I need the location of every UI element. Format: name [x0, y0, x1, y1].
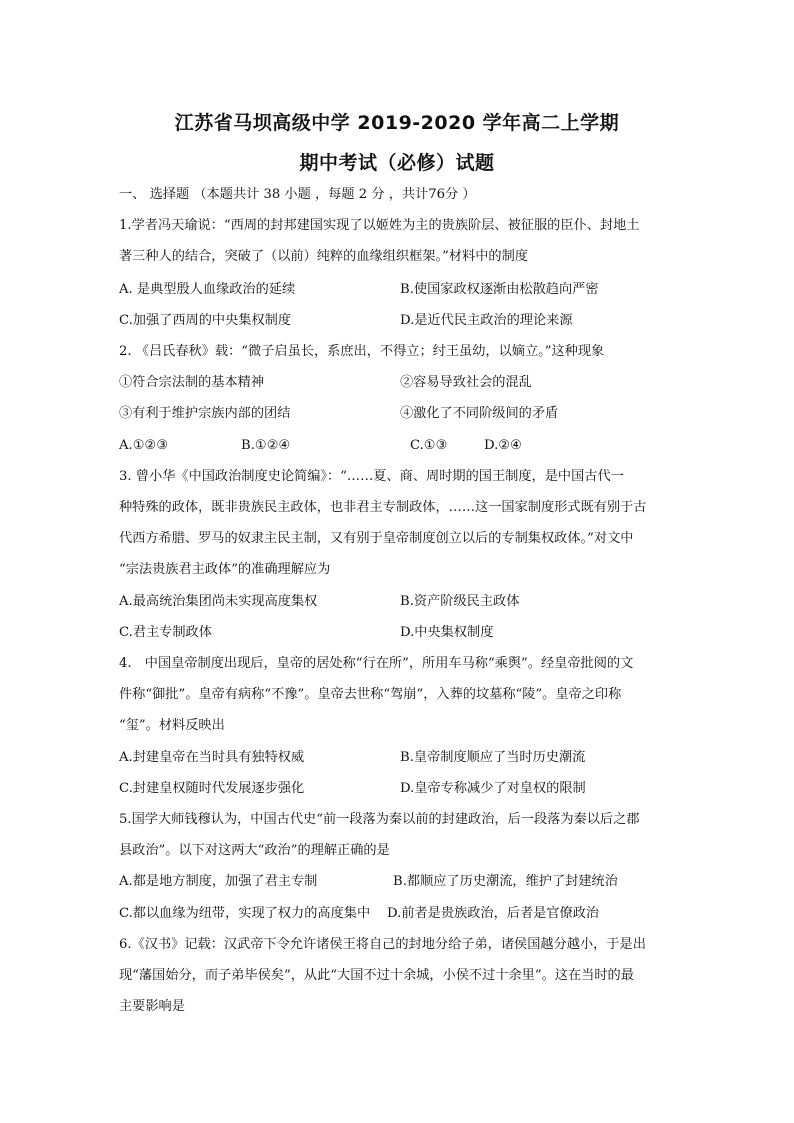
question-1-stem-line-2: 著三种人的结合，突破了（以前）纯粹的血缘组织框架。”材料中的制度 [119, 249, 528, 264]
question-1-stem-line-1: 1.学者冯天瑜说：“西周的封邦建国实现了以姬姓为主的贵族阶层、被征服的臣仆、封地土 [119, 218, 640, 233]
section-heading: 一、 选择题 （本题共计 38 小题 ，每题 2 分 ，共计76分 ） [119, 187, 476, 202]
question-1-option-c[interactable]: C.加强了西周的中央集权制度 [119, 313, 292, 328]
question-2-stem-line-1: 2. 《吕氏春秋》载：“微子启虽长，系庶出，不得立；纣王虽幼，以嫡立。”这种现象 [119, 344, 605, 359]
question-3-stem-line-1: 3. 曾小华《中国政治制度史论简编》：“……夏、商、周时期的国王制度，是中国古代一 [119, 469, 624, 484]
question-4-option-d[interactable]: D.皇帝专称减少了对皇权的限制 [400, 781, 586, 796]
question-4-stem-line-3: “玺”。材料反映出 [119, 718, 225, 733]
question-5-option-d[interactable]: D.前者是贵族政治，后者是官僚政治 [387, 906, 600, 921]
question-4-option-c[interactable]: C.封建皇权随时代发展逐步强化 [119, 781, 305, 796]
question-3-option-d[interactable]: D.中央集权制度 [400, 625, 494, 640]
question-3-option-b[interactable]: B.资产阶级民主政体 [400, 594, 520, 609]
question-2-item-3: ③有利于维护宗族内部的团结 [119, 406, 291, 421]
question-2-item-2: ②容易导致社会的混乱 [400, 375, 532, 390]
question-2-option-c[interactable]: C.①③ [410, 438, 448, 453]
question-2-item-1: ①符合宗法制的基本精神 [119, 375, 265, 390]
exam-subtitle: 期中考试（必修）试题 [299, 152, 495, 174]
question-4-option-b[interactable]: B.皇帝制度顺应了当时历史潮流 [400, 750, 586, 765]
question-4-stem-line-1: 4. 中国皇帝制度出现后，皇帝的居处称“行在所”，所用车马称“乘舆”。经皇帝批阅的文 [119, 656, 634, 671]
question-3-stem-line-3: 代西方希腊、罗马的奴隶主民主制，又有别于皇帝制度创立以后的专制集权政体。”对文中 [119, 531, 634, 546]
question-3-option-a[interactable]: A.最高统治集团尚未实现高度集权 [119, 594, 318, 609]
question-6-stem-line-1: 6.《汉书》记载：汉武帝下令允许诸侯王将自己的封地分给子弟，诸侯国越分越小，于是出 [119, 937, 646, 952]
question-5-option-a[interactable]: A.都是地方制度，加强了君主专制 [119, 874, 318, 889]
question-5-option-b[interactable]: B.都顺应了历史潮流，维护了封建统治 [393, 874, 618, 889]
question-4-stem-line-2: 件称“御批”。皇帝有病称“不豫”。皇帝去世称“驾崩”，入葬的坟墓称“陵”。皇帝之印称 [119, 687, 622, 702]
question-1-option-d[interactable]: D.是近代民主政治的理论来源 [400, 313, 573, 328]
question-2-option-b[interactable]: B.①②④ [241, 438, 291, 453]
question-2-option-d[interactable]: D.②④ [484, 438, 522, 453]
question-3-stem-line-4: “宗法贵族君主政体”的准确理解应为 [119, 562, 331, 577]
question-5-option-c[interactable]: C.都以血缘为纽带，实现了权力的高度集中 [119, 906, 371, 921]
question-5-stem-line-1: 5.国学大师钱穆认为，中国古代史“前一段落为秦以前的封建政治，后一段落为秦以后之郡 [119, 812, 640, 827]
question-2-option-a[interactable]: A.①②③ [119, 438, 169, 453]
question-3-option-c[interactable]: C.君主专制政体 [119, 625, 212, 640]
question-1-option-a[interactable]: A. 是典型殷人血缘政治的延续 [119, 282, 296, 297]
question-4-option-a[interactable]: A.封建皇帝在当时具有独特权威 [119, 750, 305, 765]
question-6-stem-line-3: 主要影响是 [119, 999, 185, 1014]
question-6-stem-line-2: 现“藩国始分，而子弟毕侯矣”，从此“大国不过十余城，小侯不过十余里”。这在当时的最 [119, 968, 634, 983]
question-3-stem-line-2: 种特殊的政体，既非贵族民主政体，也非君主专制政体，……这一国家制度形式既有别于古 [119, 500, 647, 515]
question-5-stem-line-2: 县政治”。以下对这两大“政治”的理解正确的是 [119, 843, 390, 858]
question-1-option-b[interactable]: B.使国家政权逐渐由松散趋向严密 [400, 282, 599, 297]
question-2-item-4: ④激化了不同阶级间的矛盾 [400, 406, 559, 421]
exam-title: 江苏省马坝高级中学 2019-2020 学年高二上学期 [174, 112, 620, 134]
